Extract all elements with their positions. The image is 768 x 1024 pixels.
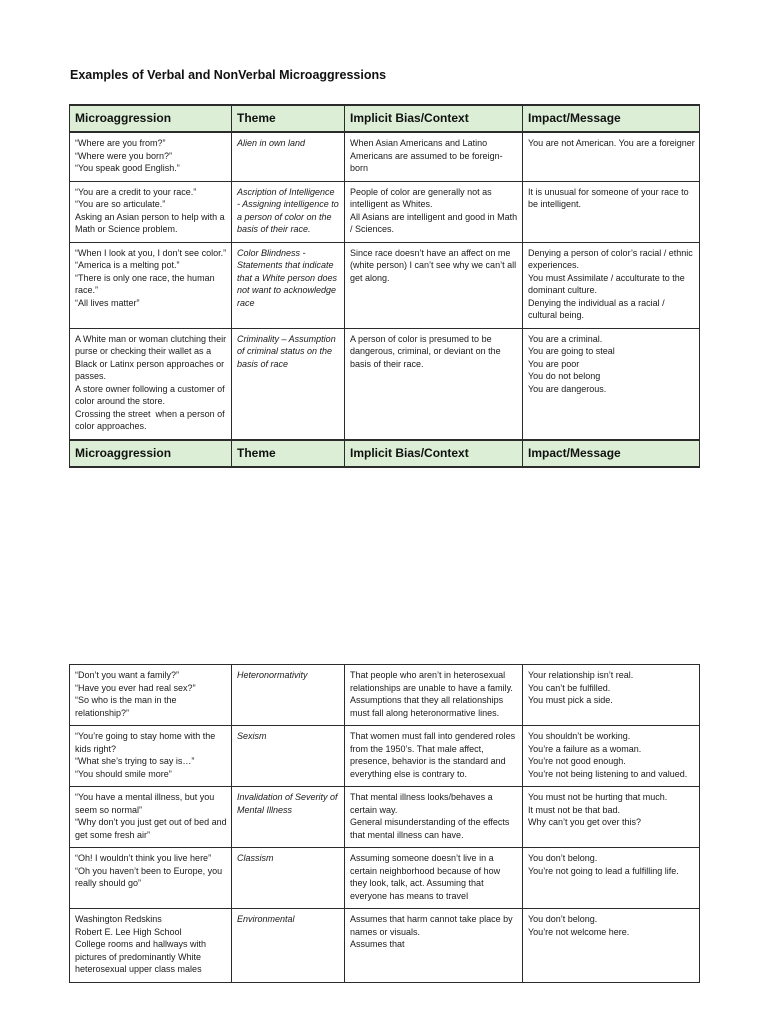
cell-text-line: You do not belong (528, 371, 601, 381)
cell-text-line: Asking an Asian person to help with a Math or Science problem. (75, 211, 228, 234)
cell-text-line: You are poor (528, 358, 580, 369)
cell-text-line: “You have a mental illness, but you seem so normal” (75, 792, 217, 815)
cell-implicit-bias-context (345, 181, 523, 242)
cell-microaggression (70, 132, 232, 181)
cell-text-line: Invalidation of Severity of Mental Illness (237, 792, 341, 815)
cell-theme (232, 242, 345, 328)
table-row (70, 909, 700, 983)
cell-text-line: People of color are generally not as intelligent as Whites. (350, 186, 495, 209)
cell-impact-message (523, 242, 700, 328)
cell-text-line: Your relationship isn’t real. (528, 670, 634, 680)
cell-text-line: Alien in own land (237, 138, 306, 148)
cell-text-line: That women must fall into gendered roles from the 1950’s. That male affect, presence, behavior is the standard and everything else is contrary to. (350, 731, 518, 779)
cell-impact-message (523, 665, 700, 726)
header-impact-message: Impact/Message (523, 440, 700, 467)
cell-theme (232, 328, 345, 440)
table-row (70, 328, 700, 440)
cell-text-line: You must Assimilate / acculturate to the dominant culture. (528, 272, 688, 295)
cell-text-line: Sexism (237, 731, 267, 741)
cell-text-line: That people who aren’t in heterosexual relationships are unable to have a family. Assumptions that they all relationships must fall along heteronormative lines. (350, 670, 515, 718)
cell-text-line: “When I look at you, I don’t see color.” (75, 247, 227, 258)
cell-theme (232, 132, 345, 181)
cell-impact-message (523, 787, 700, 848)
cell-text-line: All Asians are intelligent and good in Math / Sciences. (350, 211, 520, 234)
table-row (70, 848, 700, 909)
header-implicit-bias-context: Implicit Bias/Context (345, 440, 523, 467)
cell-text-line: “You speak good English.” (75, 163, 180, 173)
table-row (70, 242, 700, 328)
cell-text-line: General misunderstanding of the effects that mental illness can have. (350, 817, 512, 840)
cell-text-line: Since race doesn’t have an affect on me (white person) I can’t see why we can’t all get along. (350, 247, 519, 283)
cell-text-line: Criminality – Assumption of criminal status on the basis of race (237, 333, 339, 369)
document-title: Examples of Verbal and NonVerbal Microaggressions (70, 68, 387, 82)
header-microaggression: Microaggression (70, 105, 232, 132)
cell-text-line: It is unusual for someone of your race to be intelligent. (528, 186, 692, 209)
header-theme: Theme (232, 440, 345, 467)
cell-text-line: Assumes that harm cannot take place by names or visuals. (350, 914, 516, 937)
table-row (70, 787, 700, 848)
cell-text-line: A person of color is presumed to be dangerous, criminal, or deviant on the basis of their race. (350, 333, 504, 369)
cell-text-line: “All lives matter” (75, 297, 140, 308)
cell-text-line: “What she’s trying to say is…” (75, 756, 195, 766)
cell-implicit-bias-context (345, 328, 523, 440)
cell-text-line: You can’t be fulfilled. (528, 682, 611, 693)
cell-text-line: “There is only one race, the human race.” (75, 272, 218, 295)
cell-text-line: “Have you ever had real sex?” (75, 682, 196, 693)
cell-text-line: Assuming someone doesn’t live in a certain neighborhood because of how they look, talk, act. Assuming that everyone has means to travel (350, 853, 503, 901)
cell-text-line: You must pick a side. (528, 695, 613, 705)
cell-text-line: You’re not going to lead a fulfilling life. (528, 865, 679, 876)
cell-impact-message (523, 909, 700, 983)
microaggressions-table-2 (69, 664, 700, 983)
cell-theme (232, 787, 345, 848)
cell-text-line: You’re not welcome here. (528, 926, 630, 937)
cell-impact-message (523, 132, 700, 181)
cell-text-line: Assumes that (350, 939, 405, 949)
cell-text-line: “Oh! I wouldn’t think you live here” (75, 853, 212, 863)
cell-microaggression (70, 726, 232, 787)
header-theme: Theme (232, 105, 345, 132)
cell-text-line: Robert E. Lee High School (75, 926, 182, 937)
cell-text-line: You don’t belong. (528, 853, 598, 863)
table-row (70, 181, 700, 242)
cell-text-line: “Why don’t you just get out of bed and get some fresh air” (75, 817, 230, 840)
cell-text-line: You are going to steal (528, 346, 615, 356)
cell-implicit-bias-context (345, 787, 523, 848)
cell-text-line: It must not be that bad. (528, 804, 621, 815)
microaggressions-table-1 (69, 104, 700, 468)
cell-theme (232, 665, 345, 726)
cell-text-line: Color Blindness - Statements that indicate that a White person does not want to acknowledge race (237, 247, 340, 308)
cell-theme (232, 848, 345, 909)
cell-text-line: “Don’t you want a family?” (75, 670, 180, 680)
cell-text-line: “So who is the man in the relationship?” (75, 695, 180, 718)
cell-implicit-bias-context (345, 132, 523, 181)
cell-text-line: You are a criminal. (528, 333, 603, 344)
cell-implicit-bias-context (345, 848, 523, 909)
cell-microaggression (70, 909, 232, 983)
cell-microaggression (70, 242, 232, 328)
cell-text-line: A White man or woman clutching their purse or checking their wallet as a Black or Latinx person approaches or passes. (75, 333, 229, 381)
cell-text-line: “You are a credit to your race.” (75, 186, 197, 197)
cell-text-line: “You are so articulate.” (75, 199, 166, 209)
cell-text-line: You are not American. You are a foreigner (528, 138, 695, 148)
cell-microaggression (70, 181, 232, 242)
cell-microaggression (70, 665, 232, 726)
cell-implicit-bias-context (345, 665, 523, 726)
cell-theme (232, 726, 345, 787)
cell-text-line: Denying the individual as a racial / cultural being. (528, 297, 668, 320)
cell-impact-message (523, 848, 700, 909)
cell-theme (232, 181, 345, 242)
table-row (70, 665, 700, 726)
cell-text-line: Washington Redskins (75, 914, 162, 924)
cell-text-line: Crossing the street when a person of color approaches. (75, 408, 228, 431)
cell-theme (232, 909, 345, 983)
cell-text-line: That mental illness looks/behaves a certain way. (350, 792, 496, 815)
cell-impact-message (523, 181, 700, 242)
header-implicit-bias-context: Implicit Bias/Context (345, 105, 523, 132)
cell-text-line: You’re not good enough. (528, 756, 626, 766)
cell-text-line: “You’re going to stay home with the kids right? (75, 731, 218, 754)
cell-text-line: “Oh you haven’t been to Europe, you really should go” (75, 865, 225, 888)
table-row (70, 132, 700, 181)
table-header-row (70, 105, 700, 132)
cell-text-line: Environmental (237, 914, 295, 924)
cell-impact-message (523, 726, 700, 787)
cell-implicit-bias-context (345, 909, 523, 983)
table-footer-header-row (70, 440, 700, 467)
cell-text-line: Why can’t you get over this? (528, 817, 642, 827)
cell-text-line: Ascription of Intelligence - Assigning intelligence to a person of color on the basis of their race. (237, 186, 342, 234)
cell-text-line: Classism (237, 853, 274, 863)
table-row (70, 726, 700, 787)
cell-microaggression (70, 328, 232, 440)
cell-microaggression (70, 848, 232, 909)
cell-text-line: You’re not being listening to and valued. (528, 768, 688, 779)
cell-implicit-bias-context (345, 726, 523, 787)
cell-text-line: You don’t belong. (528, 914, 598, 924)
header-impact-message: Impact/Message (523, 105, 700, 132)
cell-text-line: You are dangerous. (528, 383, 607, 394)
cell-text-line: “Where were you born?” (75, 150, 173, 161)
header-microaggression: Microaggression (70, 440, 232, 467)
cell-implicit-bias-context (345, 242, 523, 328)
cell-text-line: “America is a melting pot.” (75, 260, 180, 270)
cell-text-line: “You should smile more” (75, 768, 172, 779)
cell-text-line: Denying a person of color’s racial / ethnic experiences. (528, 247, 696, 270)
cell-text-line: Heteronormativity (237, 670, 308, 680)
cell-text-line: You must not be hurting that much. (528, 792, 668, 802)
cell-impact-message (523, 328, 700, 440)
cell-text-line: You shouldn’t be working. (528, 731, 631, 741)
cell-text-line: You’re a failure as a woman. (528, 743, 642, 754)
cell-microaggression (70, 787, 232, 848)
cell-text-line: “Where are you from?” (75, 138, 166, 148)
cell-text-line: College rooms and hallways with pictures of predominantly White heterosexual upper class males (75, 939, 209, 974)
cell-text-line: When Asian Americans and Latino Americans are assumed to be foreign-born (350, 138, 503, 173)
cell-text-line: A store owner following a customer of color around the store. (75, 383, 228, 406)
